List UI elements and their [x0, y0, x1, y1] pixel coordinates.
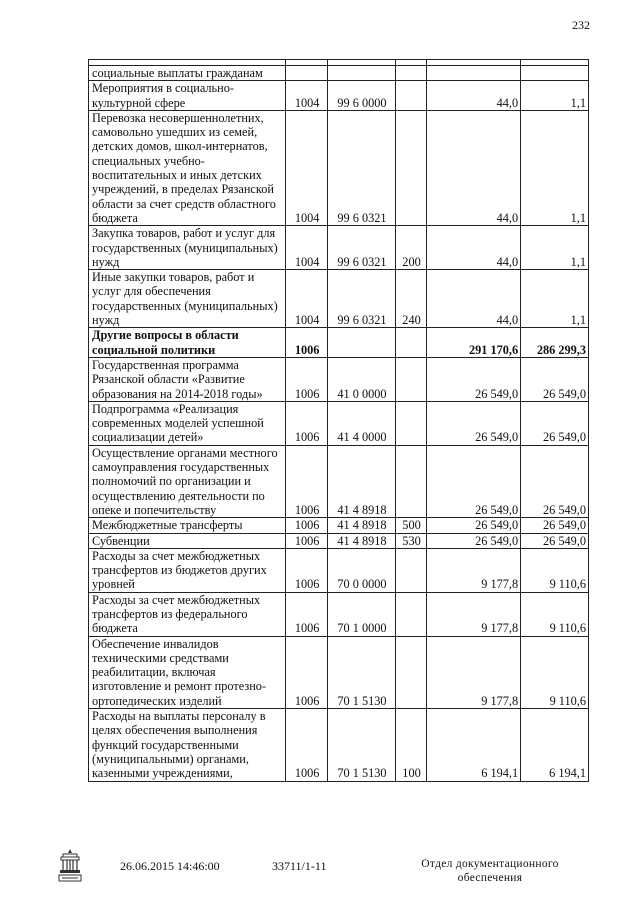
- table-row: [89, 709, 589, 781]
- row-sum-2015: 26 549,0: [427, 533, 521, 548]
- row-sum-2016: 26 549,0: [521, 518, 589, 533]
- row-section: 1006: [286, 709, 328, 781]
- row-name: Осуществление органами местного самоуправления государственных полномочий по организации и осуществлению деятельности по опеке и попечительству: [89, 445, 286, 517]
- row-sum-2016: 26 549,0: [521, 357, 589, 401]
- row-section: 1004: [286, 110, 328, 225]
- row-sum-2016: [521, 66, 589, 81]
- row-article: 99 6 0321: [328, 270, 396, 328]
- row-sum-2016: 1,1: [521, 226, 589, 270]
- row-name: Иные закупки товаров, работ и услуг для обеспечения государственных (муниципальных) нужд: [89, 270, 286, 328]
- row-expense: [395, 66, 426, 81]
- row-expense: 530: [395, 533, 426, 548]
- row-article: [328, 66, 396, 81]
- row-sum-2016: 1,1: [521, 110, 589, 225]
- row-sum-2015: 9 177,8: [427, 592, 521, 636]
- row-section: 1006: [286, 357, 328, 401]
- row-expense: 200: [395, 226, 426, 270]
- row-name: Мероприятия в социально-культурной сфере: [89, 81, 286, 111]
- footer-datetime: 26.06.2015 14:46:00: [120, 859, 220, 873]
- row-sum-2015: 9 177,8: [427, 548, 521, 592]
- row-sum-2016: 26 549,0: [521, 401, 589, 445]
- row-article: 41 4 8918: [328, 533, 396, 548]
- table-row: [89, 226, 589, 270]
- row-article: 99 6 0321: [328, 226, 396, 270]
- row-article: 99 6 0321: [328, 110, 396, 225]
- duma-emblem-icon: [57, 848, 83, 882]
- table-row-total: [89, 328, 589, 358]
- row-sum-2015: 44,0: [427, 226, 521, 270]
- row-expense: [395, 636, 426, 708]
- row-sum-2016: 1,1: [521, 270, 589, 328]
- row-sum-2016: 1,1: [521, 81, 589, 111]
- row-name: Подпрограмма «Реализация современных моделей успешной социализации детей»: [89, 401, 286, 445]
- row-sum-2015: 291 170,6: [427, 328, 521, 358]
- row-section: [286, 66, 328, 81]
- footer-doc-number: 33711/1-11: [272, 859, 327, 873]
- row-name: Расходы за счет межбюджетных трансфертов из федерального бюджета: [89, 592, 286, 636]
- table-row: [89, 270, 589, 328]
- row-article: 41 4 0000: [328, 401, 396, 445]
- row-article: [328, 328, 396, 358]
- row-sum-2015: 26 549,0: [427, 518, 521, 533]
- row-expense: [395, 110, 426, 225]
- row-expense: 500: [395, 518, 426, 533]
- row-section: 1006: [286, 401, 328, 445]
- row-expense: [395, 548, 426, 592]
- row-section: 1006: [286, 445, 328, 517]
- row-article: 41 4 8918: [328, 445, 396, 517]
- table-row: [89, 110, 589, 225]
- row-name: Расходы на выплаты персоналу в целях обеспечения выполнения функций государственными (муниципальными) органами, казенными учреждениями,: [89, 709, 286, 781]
- table-row: [89, 636, 589, 708]
- row-sum-2015: 26 549,0: [427, 445, 521, 517]
- row-section: 1004: [286, 81, 328, 111]
- row-name: Обеспечение инвалидов техническими средствами реабилитации, включая изготовление и ремонт протезно-ортопедических изделий: [89, 636, 286, 708]
- table-row: [89, 533, 589, 548]
- row-name: Закупка товаров, работ и услуг для государственных (муниципальных) нужд: [89, 226, 286, 270]
- row-sum-2015: 6 194,1: [427, 709, 521, 781]
- footer-dept-line2: обеспечения: [457, 872, 523, 884]
- footer-department: [410, 857, 570, 885]
- row-expense: [395, 445, 426, 517]
- row-sum-2015: 9 177,8: [427, 636, 521, 708]
- row-article: 70 0 0000: [328, 548, 396, 592]
- row-article: 70 1 5130: [328, 709, 396, 781]
- row-sum-2016: 9 110,6: [521, 548, 589, 592]
- row-article: 70 1 5130: [328, 636, 396, 708]
- row-expense: [395, 401, 426, 445]
- footer-dept-line1: Отдел документационного: [421, 858, 559, 870]
- row-section: 1006: [286, 533, 328, 548]
- row-section: 1004: [286, 270, 328, 328]
- row-article: 70 1 0000: [328, 592, 396, 636]
- row-section: 1006: [286, 636, 328, 708]
- row-sum-2015: 44,0: [427, 81, 521, 111]
- row-article: 41 0 0000: [328, 357, 396, 401]
- row-section: 1006: [286, 328, 328, 358]
- page-number: 232: [572, 18, 590, 32]
- row-expense: [395, 81, 426, 111]
- row-expense: 100: [395, 709, 426, 781]
- row-name: социальные выплаты гражданам: [89, 66, 286, 81]
- row-sum-2015: 26 549,0: [427, 357, 521, 401]
- row-section: 1004: [286, 226, 328, 270]
- row-sum-2016: 9 110,6: [521, 592, 589, 636]
- row-name: Другие вопросы в области социальной политики: [89, 328, 286, 358]
- row-sum-2015: 26 549,0: [427, 401, 521, 445]
- row-name: Межбюджетные трансферты: [89, 518, 286, 533]
- table-row: [89, 445, 589, 517]
- row-sum-2015: [427, 66, 521, 81]
- row-section: 1006: [286, 518, 328, 533]
- row-name: Расходы за счет межбюджетных трансфертов из бюджетов других уровней: [89, 548, 286, 592]
- table-row: [89, 592, 589, 636]
- row-expense: [395, 592, 426, 636]
- row-article: 99 6 0000: [328, 81, 396, 111]
- row-expense: [395, 357, 426, 401]
- row-sum-2015: 44,0: [427, 110, 521, 225]
- table-row: [89, 518, 589, 533]
- row-name: Государственная программа Рязанской области «Развитие образования на 2014-2018 годы»: [89, 357, 286, 401]
- row-sum-2016: 26 549,0: [521, 445, 589, 517]
- budget-table: [88, 59, 589, 782]
- row-sum-2016: 286 299,3: [521, 328, 589, 358]
- row-sum-2016: 26 549,0: [521, 533, 589, 548]
- row-section: 1006: [286, 592, 328, 636]
- row-name: Перевозка несовершеннолетних, самовольно ушедших из семей, детских домов, школ-интернатов, специальных учебно-воспитательных и иных детских учреждений, в пределах Рязанской области за счет средств областного бюджета: [89, 110, 286, 225]
- table-row: [89, 81, 589, 111]
- table-row: [89, 66, 589, 81]
- row-expense: [395, 328, 426, 358]
- table-row: [89, 401, 589, 445]
- row-name: Субвенции: [89, 533, 286, 548]
- row-expense: 240: [395, 270, 426, 328]
- row-article: 41 4 8918: [328, 518, 396, 533]
- row-sum-2016: 9 110,6: [521, 636, 589, 708]
- row-sum-2015: 44,0: [427, 270, 521, 328]
- table-row: [89, 548, 589, 592]
- row-sum-2016: 6 194,1: [521, 709, 589, 781]
- row-section: 1006: [286, 548, 328, 592]
- table-row: [89, 357, 589, 401]
